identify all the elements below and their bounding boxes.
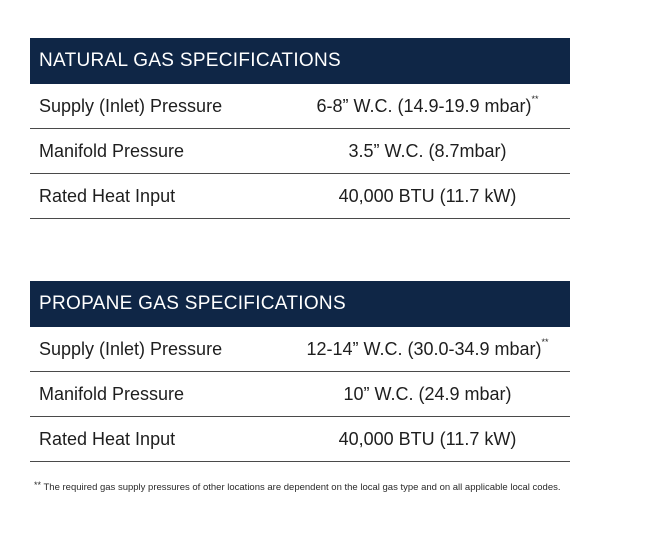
spec-value xyxy=(285,141,570,162)
spec-label: Supply (Inlet) Pressure xyxy=(39,95,223,116)
spec-value xyxy=(285,93,570,117)
spec-value xyxy=(285,429,570,450)
table-row xyxy=(30,129,570,174)
natural-gas-spec-table xyxy=(30,38,570,219)
footnote-marker: ** xyxy=(531,93,539,104)
spec-label: Manifold Pressure xyxy=(39,140,185,161)
footnote xyxy=(34,482,644,493)
footnote-text: The required gas supply pressures of other locations are dependent on the local gas type and on all applicable local codes. xyxy=(41,482,561,493)
spec-value xyxy=(285,186,570,207)
spec-value-text: 10” W.C. (24.9 mbar) xyxy=(343,383,512,404)
table-row xyxy=(30,327,570,372)
table-row xyxy=(30,174,570,219)
spec-label: Rated Heat Input xyxy=(39,428,176,449)
spec-label: Rated Heat Input xyxy=(39,185,176,206)
footnote-marker: ** xyxy=(541,336,549,347)
spec-label: Supply (Inlet) Pressure xyxy=(39,338,223,359)
spec-value-text: 3.5” W.C. (8.7mbar) xyxy=(348,140,507,161)
natural-gas-spec-title: NATURAL GAS SPECIFICATIONS xyxy=(30,38,570,84)
table-row xyxy=(30,372,570,417)
propane-gas-spec-title: PROPANE GAS SPECIFICATIONS xyxy=(30,281,570,327)
spec-value xyxy=(285,384,570,405)
spec-value-text: 6-8” W.C. (14.9-19.9 mbar) xyxy=(316,95,532,116)
spec-value-text: 12-14” W.C. (30.0-34.9 mbar) xyxy=(306,338,542,359)
spec-value xyxy=(285,336,570,360)
spec-label: Manifold Pressure xyxy=(39,383,185,404)
spec-value-text: 40,000 BTU (11.7 kW) xyxy=(338,428,517,449)
table-row xyxy=(30,417,570,462)
table-row xyxy=(30,84,570,129)
spec-value-text: 40,000 BTU (11.7 kW) xyxy=(338,185,517,206)
footnote-marker: ** xyxy=(34,480,42,490)
propane-gas-spec-table xyxy=(30,281,570,462)
